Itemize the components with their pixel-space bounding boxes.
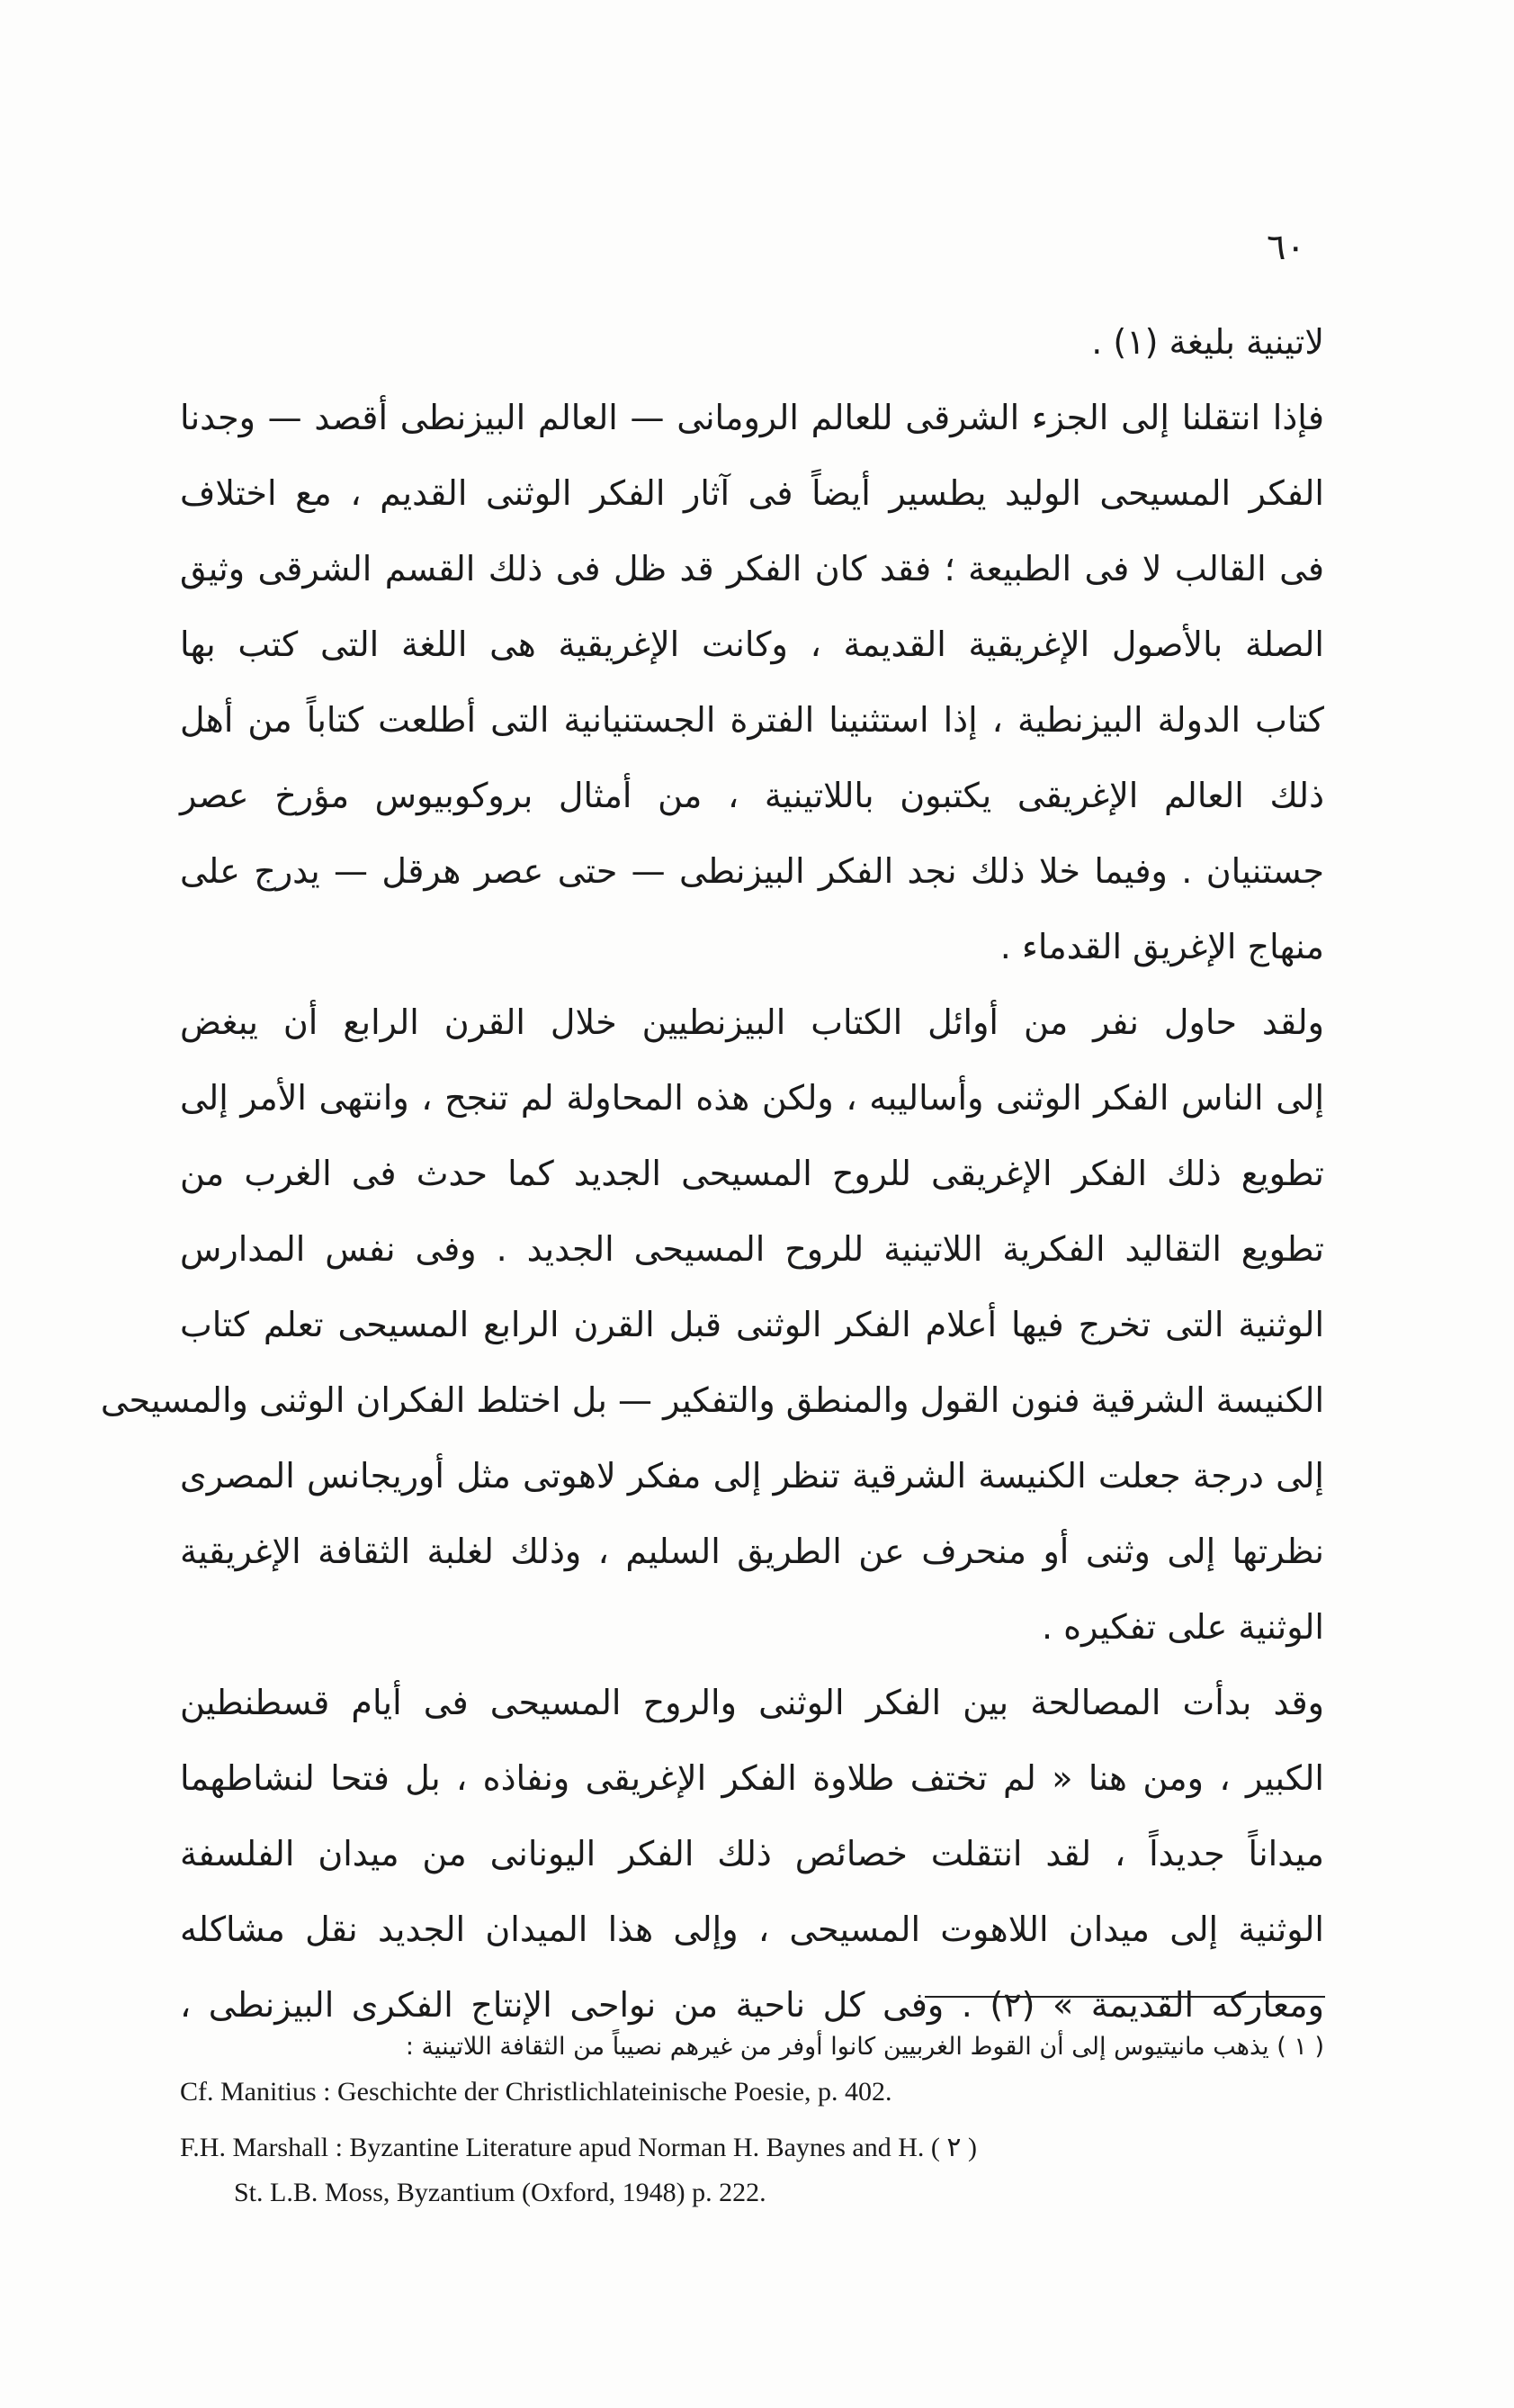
text-line: الكبير ، ومن هنا « لم تختف طلاوة الفكر الإغريقى ونفاذه ، بل فتحا لنشاطهما xyxy=(180,1758,1324,1798)
footnote-2-line-2: St. L.B. Moss, Byzantium (Oxford, 1948) p. 222. xyxy=(234,2178,766,2207)
text-line: منهاج الإغريق القدماء . xyxy=(999,927,1324,966)
text-line: نظرتها إلى وثنى أو منحرف عن الطريق السليم ، وذلك لغلبة الثقافة الإغريقية xyxy=(180,1532,1324,1571)
text-line: ومعاركه القديمة » (٢) . وفى كل ناحية من نواحى الإنتاج الفكرى البيزنطى ، xyxy=(180,1985,1324,2025)
text-line: الوثنية على تفكيره . xyxy=(1041,1607,1324,1647)
text-line: الصلة بالأصول الإغريقية القديمة ، وكانت الإغريقية هى اللغة التى كتب بها xyxy=(180,624,1324,664)
text-line: فى القالب لا فى الطبيعة ؛ فقد كان الفكر قد ظل فى ذلك القسم الشرقى وثيق xyxy=(180,549,1324,589)
footnote-1-latin: Cf. Manitius : Geschichte der Christlichlateinische Poesie, p. 402. xyxy=(180,2077,892,2107)
main-text xyxy=(100,304,1324,2043)
text-line: ميداناً جديداً ، لقد انتقلت خصائص ذلك الفكر اليونانى من ميدان الفلسفة xyxy=(180,1834,1324,1873)
text-line: الوثنية إلى ميدان اللاهوت المسيحى ، وإلى هذا الميدان الجديد نقل مشاكله xyxy=(180,1909,1324,1949)
text-line: جستنيان . وفيما خلا ذلك نجد الفكر البيزنطى — حتى عصر هرقل — يدرج على xyxy=(180,851,1324,891)
text-line: الفكر المسيحى الوليد يطسير أيضاً فى آثار الفكر الوثنى القديم ، مع اختلاف xyxy=(180,473,1324,513)
text-line: الكنيسة الشرقية فنون القول والمنطق والتفكير — بل اختلط الفكران الوثنى والمسيحى xyxy=(100,1380,1324,1420)
text-line: الوثنية التى تخرج فيها أعلام الفكر الوثنى قبل القرن الرابع المسيحى تعلم كتاب xyxy=(180,1305,1324,1344)
text-line: ذلك العالم الإغريقى يكتبون باللاتينية ، من أمثال بروكوبيوس مؤرخ عصر xyxy=(180,776,1324,815)
text-line: ولقد حاول نفر من أوائل الكتاب البيزنطيين خلال القرن الرابع أن يبغض xyxy=(180,1002,1324,1042)
text-line: لاتينية بليغة (١) . xyxy=(1091,322,1324,362)
text-line: تطويع التقاليد الفكرية اللاتينية للروح المسيحى الجديد . وفى نفس المدارس xyxy=(180,1229,1324,1269)
text-line: كتاب الدولة البيزنطية ، إذا استثنينا الفترة الجستنيانية التى أطلعت كتاباً من أهل xyxy=(180,700,1324,740)
text-line: إلى درجة جعلت الكنيسة الشرقية تنظر إلى مفكر لاهوتى مثل أوريجانس المصرى xyxy=(180,1456,1324,1496)
text-line: تطويع ذلك الفكر الإغريقى للروح المسيحى الجديد كما حدث فى الغرب من xyxy=(180,1154,1324,1193)
footnote-separator xyxy=(925,1996,1325,1998)
text-line: فإذا انتقلنا إلى الجزء الشرقى للعالم الرومانى — العالم البيزنطى أقصد — وجدنا xyxy=(180,398,1324,437)
text-line: إلى الناس الفكر الوثنى وأساليبه ، ولكن هذه المحاولة لم تنجح ، وانتهى الأمر إلى xyxy=(180,1078,1324,1118)
footnote-2-line-1: F.H. Marshall : Byzantine Literature apud Norman H. Baynes and H. ( ٢ ) xyxy=(180,2133,978,2162)
footnote-1-arabic: ( ١ ) يذهب مانيتيوس إلى أن القوط الغربيين كانوا أوفر من غيرهم نصيباً من الثقافة اللاتينية : xyxy=(405,2033,1324,2061)
page-number: ٦٠ xyxy=(1267,227,1305,268)
footnotes xyxy=(180,2025,1324,2215)
text-line: وقد بدأت المصالحة بين الفكر الوثنى والروح المسيحى فى أيام قسطنطين xyxy=(180,1683,1324,1722)
